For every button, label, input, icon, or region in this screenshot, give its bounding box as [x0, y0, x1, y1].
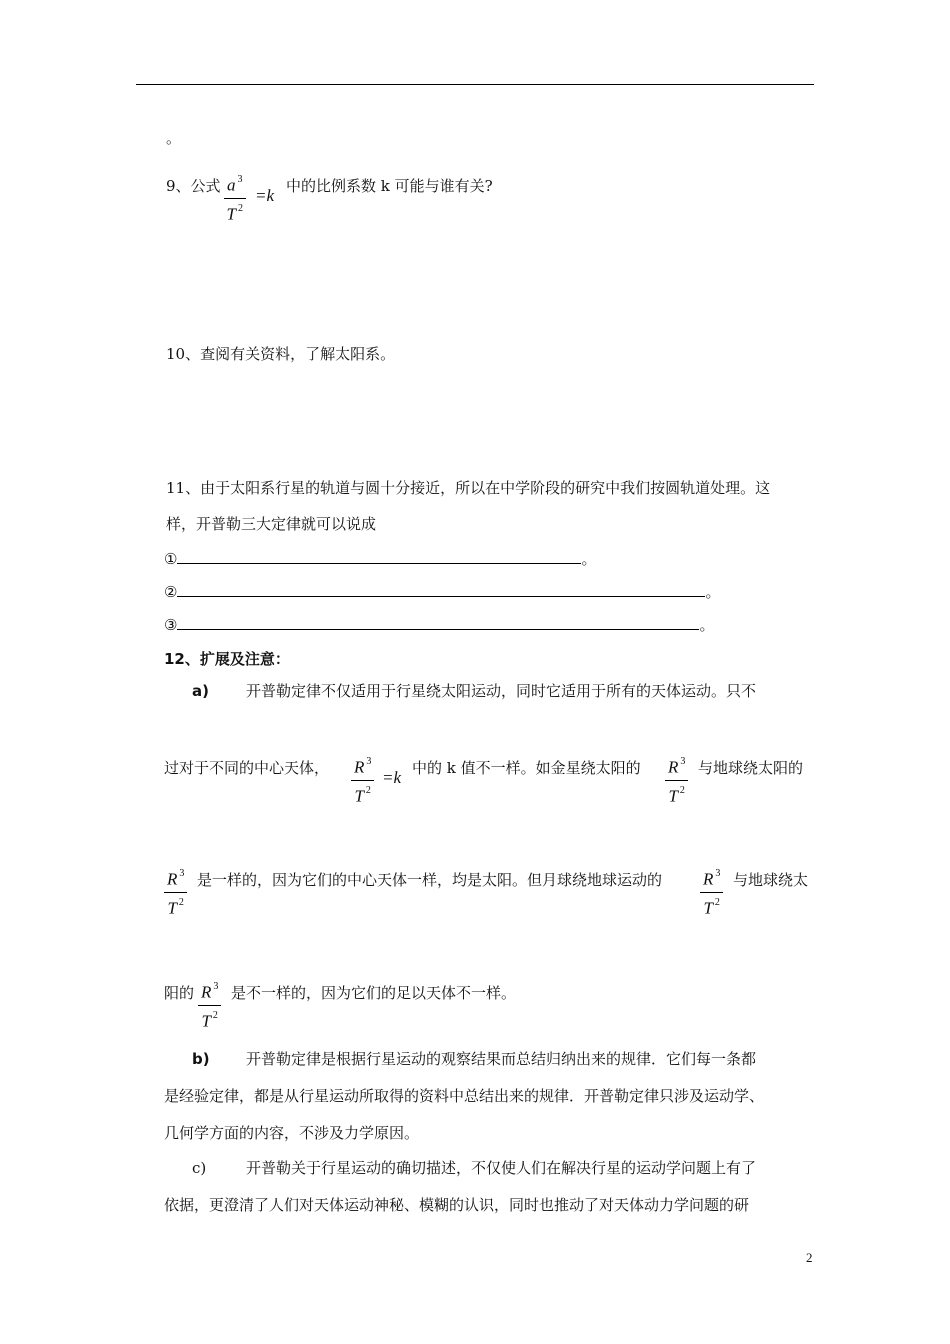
q12-a-line2-p1: 过对于不同的中心天体， — [164, 759, 330, 777]
q11-line1: 11、由于太阳系行星的轨道与圆十分接近，所以在中学阶段的研究中我们按圆轨道处理。这 — [166, 479, 771, 497]
q11-blank-2[interactable]: ② 。 — [164, 583, 721, 601]
q11-blank-3[interactable]: ③ 。 — [164, 616, 715, 634]
q12-c-label: c) — [192, 1159, 207, 1177]
q9-prefix: 9、公式 — [166, 177, 221, 195]
q12-b-label: b) — [192, 1050, 210, 1068]
q12-a-line4-p1: 阳的 — [164, 984, 195, 1002]
q9-equals-k: =k — [255, 186, 275, 205]
q12-a-fraction-4: $\frac{R ^3}{T ^2}$ — [700, 866, 723, 918]
q12-a-line2-p2: 中的 k 值不一样。如金星绕太阳的 — [412, 759, 641, 777]
q12-a-line3-p1: 是一样的，因为它们的中心天体一样，均是太阳。但月球绕地球运动的 — [197, 871, 663, 889]
q12-c-line1: 开普勒关于行星运动的确切描述，不仅使人们在解决行星的运动学问题上有了 — [246, 1159, 757, 1177]
q12-b-line1: 开普勒定律是根据行星运动的观察结果而总结归纳出来的规律．它们每一条都 — [246, 1050, 757, 1068]
q12-b-line2: 是经验定律，都是从行星运动所取得的资料中总结出来的规律．开普勒定律只涉及运动学、 — [164, 1087, 765, 1105]
q12-b-line3: 几何学方面的内容，不涉及力学原因。 — [164, 1124, 420, 1142]
q11-line2: 样，开普勒三大定律就可以说成 — [166, 515, 377, 533]
q12-a-fraction-5: $\frac{R ^3}{T ^2}$ — [198, 979, 221, 1031]
q12-c-line2: 依据，更澄清了人们对天体运动神秘、模糊的认识，同时也推动了对天体动力学问题的研 — [164, 1196, 750, 1214]
q12-a-line4-p2: 是不一样的，因为它们的足以天体不一样。 — [231, 984, 517, 1002]
q10-text: 10、查阅有关资料，了解太阳系。 — [166, 345, 396, 363]
q12-a-label: a) — [192, 682, 209, 700]
q9-fraction: $\frac{a ^3}{T ^2}$ — [224, 172, 246, 224]
header-rule — [136, 84, 814, 85]
q12-title: 12、扩展及注意： — [164, 650, 290, 668]
page-number: 2 — [806, 1250, 813, 1265]
q12-a-line1: 开普勒定律不仅适用于行星绕太阳运动，同时它适用于所有的天体运动。只不 — [246, 682, 757, 700]
q12-a-fraction-1: $\frac{R ^3}{T ^2}$ — [351, 754, 374, 806]
q9-suffix: 中的比例系数 k 可能与谁有关? — [286, 177, 493, 195]
q12-a-line2-p3: 与地球绕太阳的 — [698, 759, 804, 777]
q12-a-line3-p2: 与地球绕太 — [733, 871, 809, 889]
q12-a-fraction-2: $\frac{R ^3}{T ^2}$ — [665, 754, 688, 806]
q12-a-equals-k: =k — [382, 768, 402, 787]
q12-a-fraction-3: $\frac{R ^3}{T ^2}$ — [164, 866, 187, 918]
q11-blank-1[interactable]: ① 。 — [164, 550, 597, 568]
top-mark: 。 — [166, 129, 182, 147]
